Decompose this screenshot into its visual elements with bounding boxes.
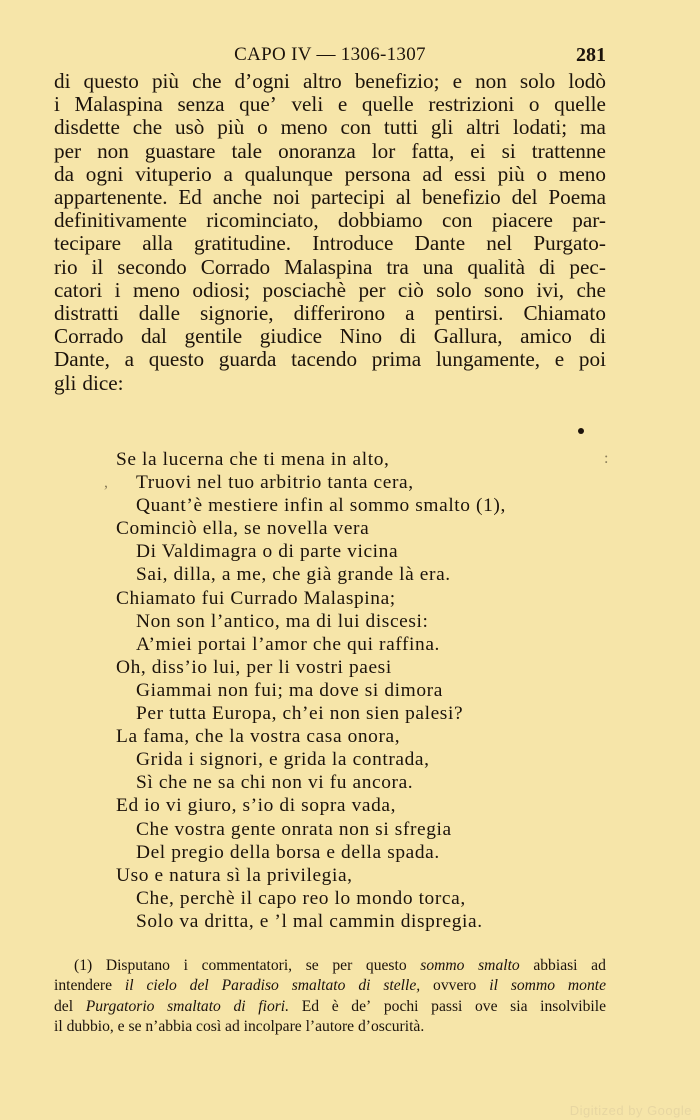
body-line: Corrado dal gentile giudice Nino di Gallura, amico di — [54, 324, 606, 349]
footnote-line: del Purgatorio smaltato di fiori. Ed è de’ pochi passi ove sia insolvibile — [54, 997, 606, 1015]
body-line: gli dice: — [54, 370, 124, 395]
verse-line: Grida i signori, e grida la contrada, — [136, 749, 430, 771]
page-number: 281 — [576, 44, 606, 66]
running-head: CAPO IV — 1306-1307 — [234, 44, 426, 65]
verse-block — [116, 448, 576, 933]
verse-line: Truovi nel tuo arbitrio tanta cera, — [136, 472, 414, 494]
body-paragraph — [54, 70, 606, 395]
body-line: appartenente. Ed anche noi partecipi al benefizio del Poema — [54, 185, 606, 210]
footnote-line: il dubbio, e se n’abbia così ad incolpare l’autore d’oscurità. — [54, 1018, 425, 1036]
verse-line: Sai, dilla, a me, che già grande là era. — [136, 564, 451, 586]
watermark: Digitized by Google — [569, 1103, 692, 1118]
verse-line: Non son l’antico, ma di lui discesi: — [136, 610, 429, 632]
body-line: rio il secondo Corrado Malaspina tra una qualità di pec- — [54, 254, 606, 279]
body-line: tecipare alla gratitudine. Introduce Dante nel Purgato- — [54, 231, 606, 256]
body-line: da ogni vituperio a qualunque persona ad essi più o meno — [54, 161, 606, 186]
verse-line: Di Valdimagra o di parte vicina — [136, 541, 399, 563]
bullet-mark — [578, 428, 584, 434]
page-header — [54, 44, 606, 72]
verse-line: Che, perchè il capo reo lo mondo torca, — [136, 887, 466, 909]
verse-line: Uso e natura sì la privilegia, — [116, 864, 353, 886]
body-line: definitivamente ricominciato, dobbiamo con piacere par- — [54, 208, 606, 233]
stray-mark: : — [604, 450, 609, 467]
body-line: Dante, a questo guarda tacendo prima lungamente, e poi — [54, 347, 606, 372]
verse-line: Del pregio della borsa e della spada. — [136, 841, 440, 863]
verse-line: La fama, che la vostra casa onora, — [116, 726, 401, 748]
body-line: disdette che usò più o meno con tutti gli altri lodati; ma — [54, 115, 606, 140]
verse-line: Oh, diss’io lui, per li vostri paesi — [116, 656, 392, 678]
verse-line: Sì che ne sa chi non vi fu ancora. — [136, 772, 414, 794]
verse-line: Ed io vi giuro, s’io di sopra vada, — [116, 795, 397, 817]
verse-line: A’miei portai l’amor che qui raffina. — [136, 633, 440, 655]
verse-line: Chiamato fui Currado Malaspina; — [116, 587, 396, 609]
body-line: di questo più che d’ogni altro benefizio; e non solo lodò — [54, 69, 606, 93]
verse-line: Per tutta Europa, ch’ei non sien palesi? — [136, 703, 464, 725]
footnote — [54, 956, 606, 1038]
body-line: catori i meno odiosi; posciachè per ciò solo sono ivi, che — [54, 277, 606, 302]
footnote-line: intendere il cielo del Paradiso smaltato di stelle, ovvero il sommo monte — [54, 977, 606, 995]
stray-mark: , — [104, 474, 108, 491]
footnote-line: (1) Disputano i commentatori, se per questo sommo smalto abbiasi ad — [74, 957, 606, 974]
body-line: per non guastare tale onoranza lor fatta, ei si trattenne — [54, 138, 606, 163]
verse-line: Solo va dritta, e ’l mal cammin dispregia. — [136, 910, 483, 932]
verse-line: Che vostra gente onrata non si sfregia — [136, 818, 452, 840]
body-line: i Malaspina senza que’ veli e quelle restrizioni o quelle — [54, 92, 606, 117]
verse-line: Cominciò ella, se novella vera — [116, 518, 370, 540]
body-line: distratti dalle signorie, differirono a pentirsi. Chiamato — [54, 301, 606, 326]
verse-line: Se la lucerna che ti mena in alto, — [116, 449, 390, 470]
verse-line: Giammai non fui; ma dove si dimora — [136, 679, 443, 701]
verse-line: Quant’è mestiere infin al sommo smalto (1), — [136, 495, 506, 517]
